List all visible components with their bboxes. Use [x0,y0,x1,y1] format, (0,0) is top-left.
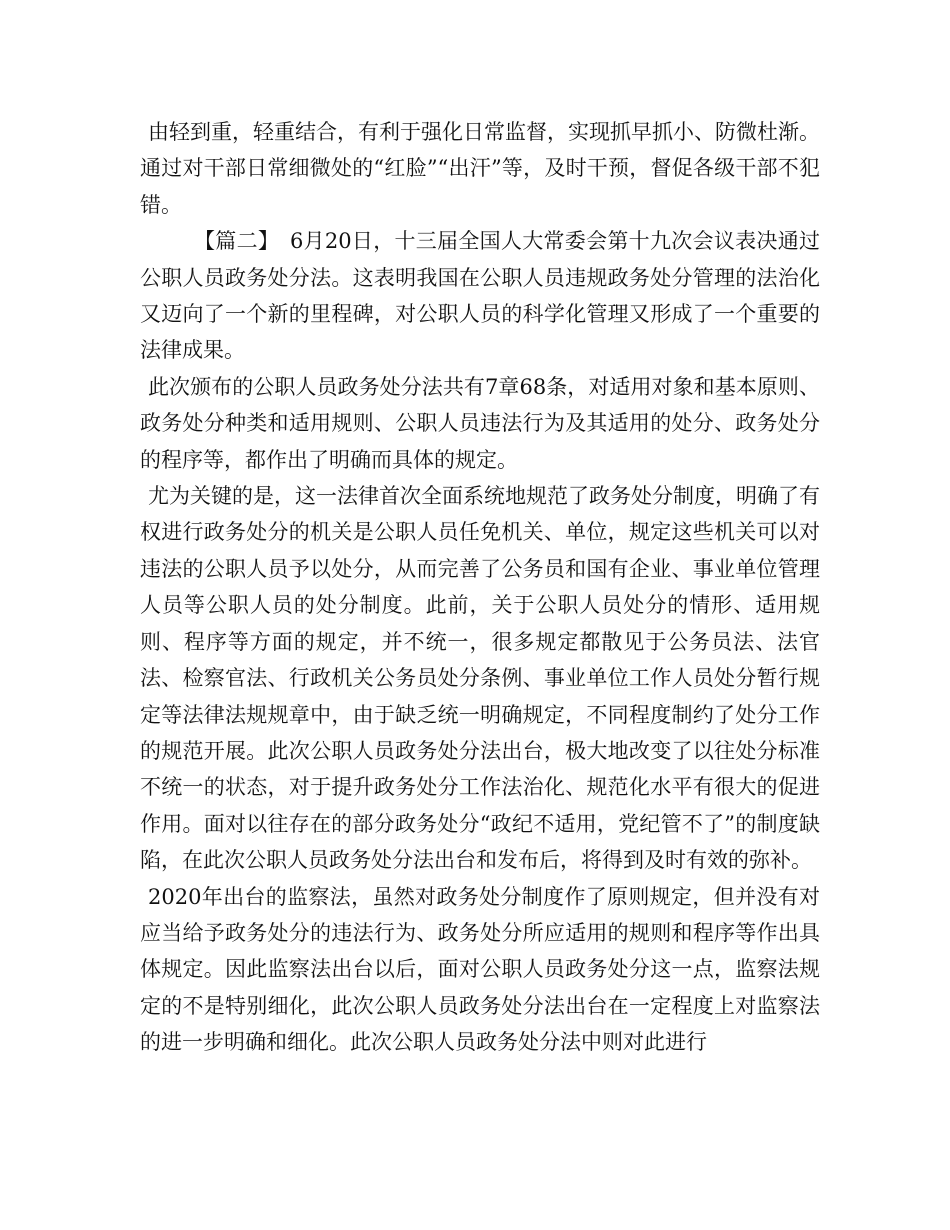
paragraph-4: 尤为关键的是，这一法律首次全面系统地规范了政务处分制度，明确了有权进行政务处分的机关是公职人员任免机关、单位，规定这些机关可以对违法的公职人员予以处分，从而完善了公务员和国有企业、事业单位管理人员等公职人员的处分制度。此前，关于公职人员处分的情形、适用规则、程序等方面的规定，并不统一，很多规定都散见于公务员法、法官法、检察官法、行政机关公务员处分条例、事业单位工作人员处分暂行规定等法律法规规章中，由于缺乏统一明确规定，不同程度制约了处分工作的规范开展。此次公职人员政务处分法出台，极大地改变了以往处分标准不统一的状态，对于提升政务处分工作法治化、规范化水平有很大的促进作用。面对以往存在的部分政务处分“政纪不适用，党纪管不了”的制度缺陷，在此次公职人员政务处分法出台和发布后，将得到及时有效的弥补。 [140,484,820,873]
paragraph-2: 【篇二】 6月20日，十三届全国人大常委会第十九次会议表决通过公职人员政务处分法。这表明我国在公职人员违规政务处分管理的法治化又迈向了一个新的里程碑，对公职人员的科学化管理又形成了一个重要的法律成果。 [140,229,820,363]
document-body [140,114,820,1061]
paragraph-3: 此次颁布的公职人员政务处分法共有7章68条，对适用对象和基本原则、政务处分种类和适用规则、公职人员违法行为及其适用的处分、政务处分的程序等，都作出了明确而具体的规定。 [140,374,820,472]
paragraph-5: 2020年出台的监察法，虽然对政务处分制度作了原则规定，但并没有对应当给予政务处分的违法行为、政务处分所应适用的规则和程序等作出具体规定。因此监察法出台以后，面对公职人员政务处分这一点，监察法规定的不是特别细化，此次公职人员政务处分法出台在一定程度上对监察法的进一步明确和细化。此次公职人员政务处分法中则对此进行 [140,884,820,1055]
paragraph-1: 由轻到重，轻重结合，有利于强化日常监督，实现抓早抓小、防微杜渐。通过对干部日常细微处的“红脸”“出汗”等，及时干预，督促各级干部不犯错。 [140,120,820,217]
